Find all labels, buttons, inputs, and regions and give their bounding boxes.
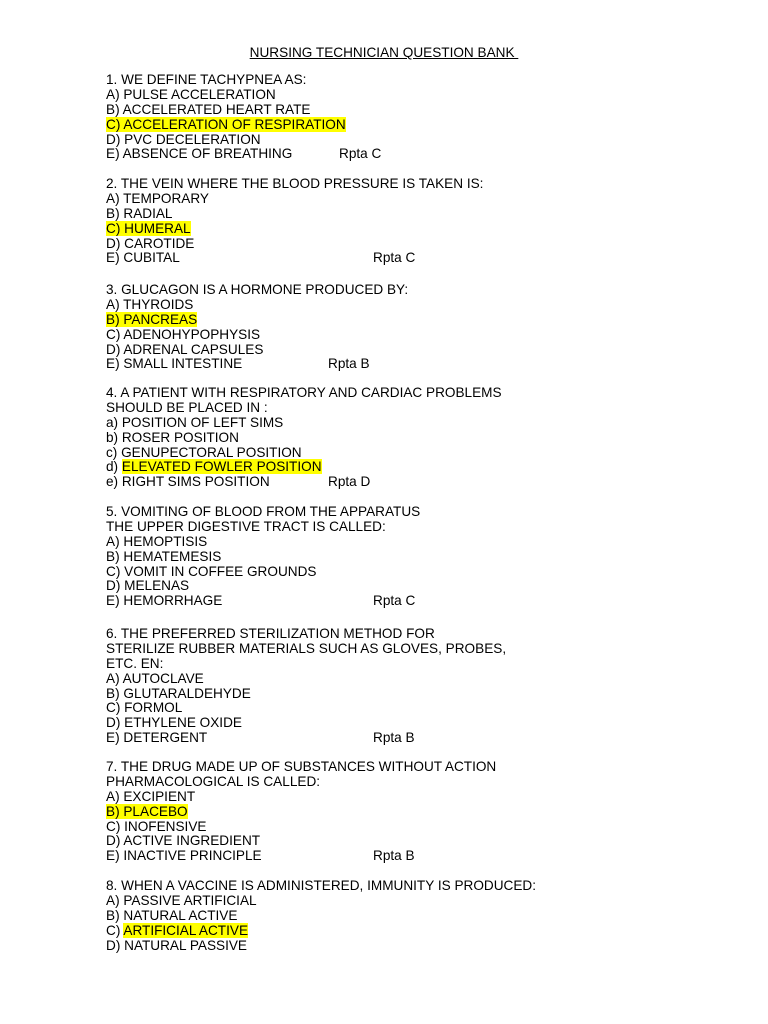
option-text: C) ADENOHYPOPHYSIS [106, 326, 261, 342]
option-text: A) EXCIPIENT [106, 788, 196, 804]
question-text: 1. WE DEFINE TACHYPNEA AS: [106, 72, 307, 87]
answer-option [106, 237, 746, 252]
option-text: E) CUBITAL [106, 250, 180, 266]
option-text: B) GLUTARALDEHYDE [106, 685, 251, 701]
option-text: E) SMALL INTESTINE [106, 356, 243, 372]
option-text: A) AUTOCLAVE [106, 670, 204, 686]
option-prefix: C) [106, 922, 124, 938]
answer-option [106, 431, 746, 446]
answer-option [106, 579, 746, 594]
option-prefix: d) [106, 459, 122, 475]
option-text: B) HEMATEMESIS [106, 548, 222, 564]
option-text: C) ACCELERATION OF RESPIRATION [106, 116, 346, 132]
option-text: A) PULSE ACCELERATION [106, 86, 276, 102]
answer-option [106, 716, 746, 731]
answer-option [106, 416, 746, 431]
option-text: C) HUMERAL [106, 220, 191, 236]
question-block [106, 283, 746, 372]
answer-option [106, 251, 746, 266]
option-text: C) VOMIT IN COFFEE GROUNDS [106, 563, 317, 579]
answer-key: Rpta B [373, 730, 415, 746]
option-text: A) TEMPORARY [106, 190, 209, 206]
question-text: ETC. EN: [106, 655, 164, 671]
answer-option [106, 207, 746, 222]
question-block [106, 760, 746, 864]
option-text: e) RIGHT SIMS POSITION [106, 474, 270, 490]
option-text: E) DETERGENT [106, 730, 208, 746]
option-text: B) ACCELERATED HEART RATE [106, 101, 311, 117]
option-text: A) THYROIDS [106, 296, 194, 312]
question-block [106, 177, 746, 266]
question-text: THE UPPER DIGESTIVE TRACT IS CALLED: [106, 518, 386, 534]
option-text: E) ABSENCE OF BREATHING [106, 146, 293, 162]
answer-option-highlighted [106, 118, 746, 133]
answer-key: Rpta B [328, 356, 370, 372]
answer-option [106, 731, 746, 746]
question-text: 7. THE DRUG MADE UP OF SUBSTANCES WITHOUT ACTION [106, 759, 497, 774]
answer-option [106, 939, 746, 954]
option-text: B) PLACEBO [106, 803, 188, 819]
answer-option [106, 687, 746, 702]
question-text: STERILIZE RUBBER MATERIALS SUCH AS GLOVES, PROBES, [106, 640, 507, 656]
question-text: 2. THE VEIN WHERE THE BLOOD PRESSURE IS TAKEN IS: [106, 176, 484, 191]
answer-option [106, 849, 746, 864]
question-block [106, 386, 746, 490]
answer-option [106, 565, 746, 580]
option-text: D) CAROTIDE [106, 235, 195, 251]
answer-key: Rpta D [328, 474, 371, 490]
option-text: A) HEMOPTISIS [106, 533, 208, 549]
option-text: D) MELENAS [106, 578, 190, 594]
question-block [106, 879, 746, 953]
answer-option [106, 147, 746, 162]
question-text: 3. GLUCAGON IS A HORMONE PRODUCED BY: [106, 282, 409, 297]
question-block [106, 73, 746, 162]
question-text: 8. WHEN A VACCINE IS ADMINISTERED, IMMUNITY IS PRODUCED: [106, 878, 537, 893]
option-text: b) ROSER POSITION [106, 429, 239, 445]
answer-option-highlighted [106, 924, 746, 939]
answer-option [106, 535, 746, 550]
answer-key: Rpta C [373, 593, 416, 609]
question-block [106, 505, 746, 609]
answer-option-highlighted [106, 805, 746, 820]
answer-option [106, 701, 746, 716]
answer-option [106, 834, 746, 849]
option-text: B) NATURAL ACTIVE [106, 907, 238, 923]
answer-option [106, 894, 746, 909]
answer-option [106, 357, 746, 372]
option-text: B) RADIAL [106, 205, 173, 221]
option-text: D) ADRENAL CAPSULES [106, 341, 264, 357]
answer-option [106, 550, 746, 565]
question-text: PHARMACOLOGICAL IS CALLED: [106, 773, 321, 789]
answer-option [106, 446, 746, 461]
option-text: C) FORMOL [106, 700, 183, 716]
answer-option-highlighted [106, 222, 746, 237]
question-text: 5. VOMITING OF BLOOD FROM THE APPARATUS [106, 504, 421, 519]
answer-option [106, 594, 746, 609]
option-text: A) PASSIVE ARTIFICIAL [106, 892, 257, 908]
answer-option [106, 672, 746, 687]
answer-option [106, 343, 746, 358]
option-text: a) POSITION OF LEFT SIMS [106, 414, 284, 430]
document-title: NURSING TECHNICIAN QUESTION BANK [249, 45, 519, 60]
answer-option [106, 328, 746, 343]
answer-option [106, 820, 746, 835]
question-text: 6. THE PREFERRED STERILIZATION METHOD FOR [106, 626, 435, 641]
option-text: C) INOFENSIVE [106, 818, 207, 834]
option-text: E) INACTIVE PRINCIPLE [106, 848, 262, 864]
option-text: c) GENUPECTORAL POSITION [106, 444, 302, 460]
answer-key: Rpta B [373, 848, 415, 864]
answer-option [106, 298, 746, 313]
option-text: D) PVC DECELERATION [106, 131, 261, 147]
answer-key: Rpta C [373, 250, 416, 266]
option-text: B) PANCREAS [106, 311, 198, 327]
answer-option-highlighted [106, 460, 746, 475]
question-block [106, 627, 746, 746]
option-text: ELEVATED FOWLER POSITION [121, 459, 322, 475]
answer-option-highlighted [106, 313, 746, 328]
answer-option [106, 133, 746, 148]
option-text: D) ETHYLENE OXIDE [106, 715, 242, 731]
answer-option [106, 475, 746, 490]
answer-option [106, 790, 746, 805]
option-text: D) ACTIVE INGREDIENT [106, 833, 261, 849]
answer-option [106, 88, 746, 103]
option-text: D) NATURAL PASSIVE [106, 937, 248, 953]
question-text: 4. A PATIENT WITH RESPIRATORY AND CARDIAC PROBLEMS [106, 385, 502, 400]
answer-option [106, 103, 746, 118]
answer-option [106, 192, 746, 207]
answer-key: Rpta C [339, 146, 382, 162]
option-text: ARTIFICIAL ACTIVE [123, 922, 249, 938]
option-text: E) HEMORRHAGE [106, 593, 223, 609]
question-text: SHOULD BE PLACED IN : [106, 399, 268, 415]
answer-option [106, 909, 746, 924]
